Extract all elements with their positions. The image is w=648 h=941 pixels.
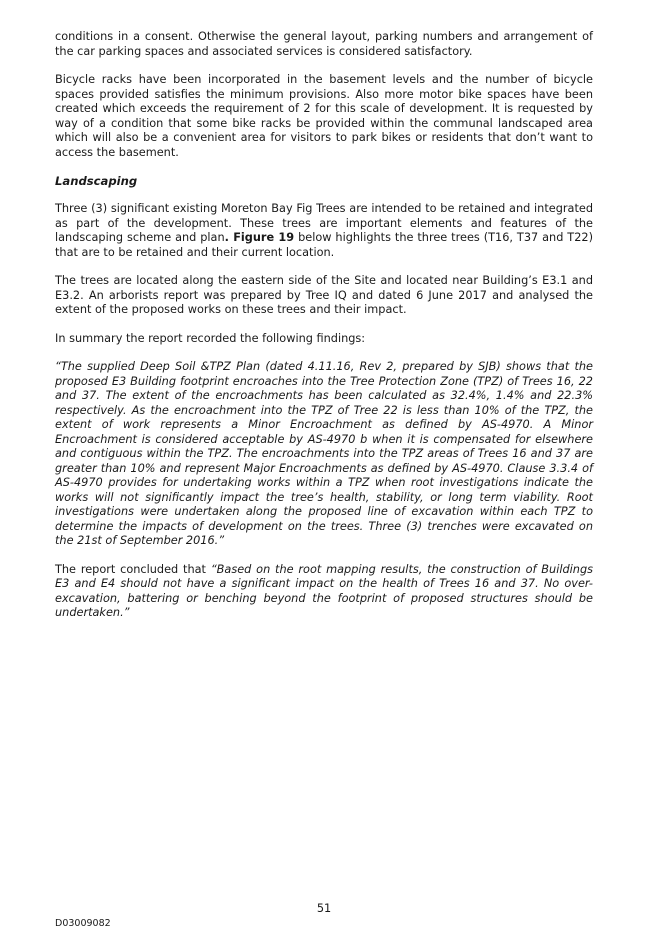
fig-trees-text-start: Three (3) significant existing Moreton Bay Fig Trees are intended to be retained and integrated as part of the development. These trees are important elements and features of the landscaping scheme and plan [55, 202, 593, 244]
document-body [55, 30, 593, 635]
paragraph-bicycle-racks: Bicycle racks have been incorporated in the basement levels and the number of bicycle spaces provided satisfies the minimum provisions. Also more motor bike spaces have been created which exceeds the requirement of 2 for this scale of development. It is requested by way of a condition that some bike racks be provided within the communal landscaped area which will also be a convenient area for visitors to park bikes or residents that don’t want to access the basement. [55, 73, 593, 159]
page-number: 51 [316, 902, 332, 915]
figure-19-reference: . Figure 19 [224, 231, 295, 244]
paragraph-report-conclusion [55, 563, 593, 621]
paragraph-fig-trees [55, 202, 593, 260]
document-id: D03009082 [55, 918, 111, 929]
paragraph-summary-intro: In summary the report recorded the following findings: [55, 331, 366, 345]
conclusion-lead-in: The report concluded that [55, 562, 211, 576]
arborist-report-quote: “The supplied Deep Soil &TPZ Plan (dated 4.11.16, Rev 2, prepared by SJB) shows that the proposed E3 Building footprint encroaches into the Tree Protection Zone (TPZ) of Trees 16, 22 and 37. The extent of the encroachments has been calculated as 32.4%, 1.4% and 22.3% respectively. As the encroachment into the TPZ of Tree 22 is less than 10% of the TPZ, the extent of work represents a Minor Encroachment as defined by AS-4970. A Minor Encroachment is considered acceptable by AS-4970 b when it is compensated for elsewhere and contiguous within the TPZ. The encroachments into the TPZ areas of Trees 16 and 37 are greater than 10% and represent Major Encroachments as defined by AS-4970. Clause 3.3.4 of AS-4970 provides for undertaking works within a TPZ when root investigations indicate the works will not significantly impact the tree’s health, stability, or long term viability. Root investigations were undertaken along the proposed line of excavation within each TPZ to determine the impacts of development on the trees. Three (3) trenches were excavated on the 21st of September 2016.” [55, 360, 593, 547]
conclusion-quote: “Based on the root mapping results, the construction of Buildings E3 and E4 should not have a significant impact on the health of Trees 16 and 37. No over-excavation, battering or benching beyond the footprint of proposed structures should be undertaken.” [55, 562, 593, 619]
section-heading-landscaping: Landscaping [55, 174, 138, 188]
paragraph-parking-conclusion: conditions in a consent. Otherwise the general layout, parking numbers and arrangement of the car parking spaces and associated services is considered satisfactory. [55, 30, 593, 58]
paragraph-tree-location: The trees are located along the eastern side of the Site and located near Building’s E3.1 and E3.2. An arborists report was prepared by Tree IQ and dated 6 June 2017 and analysed the extent of the proposed works on these trees and their impact. [55, 274, 593, 316]
fig-trees-text-end: below highlights the three trees (T16, T37 and T22) that are to be retained and their current location. [55, 231, 593, 259]
